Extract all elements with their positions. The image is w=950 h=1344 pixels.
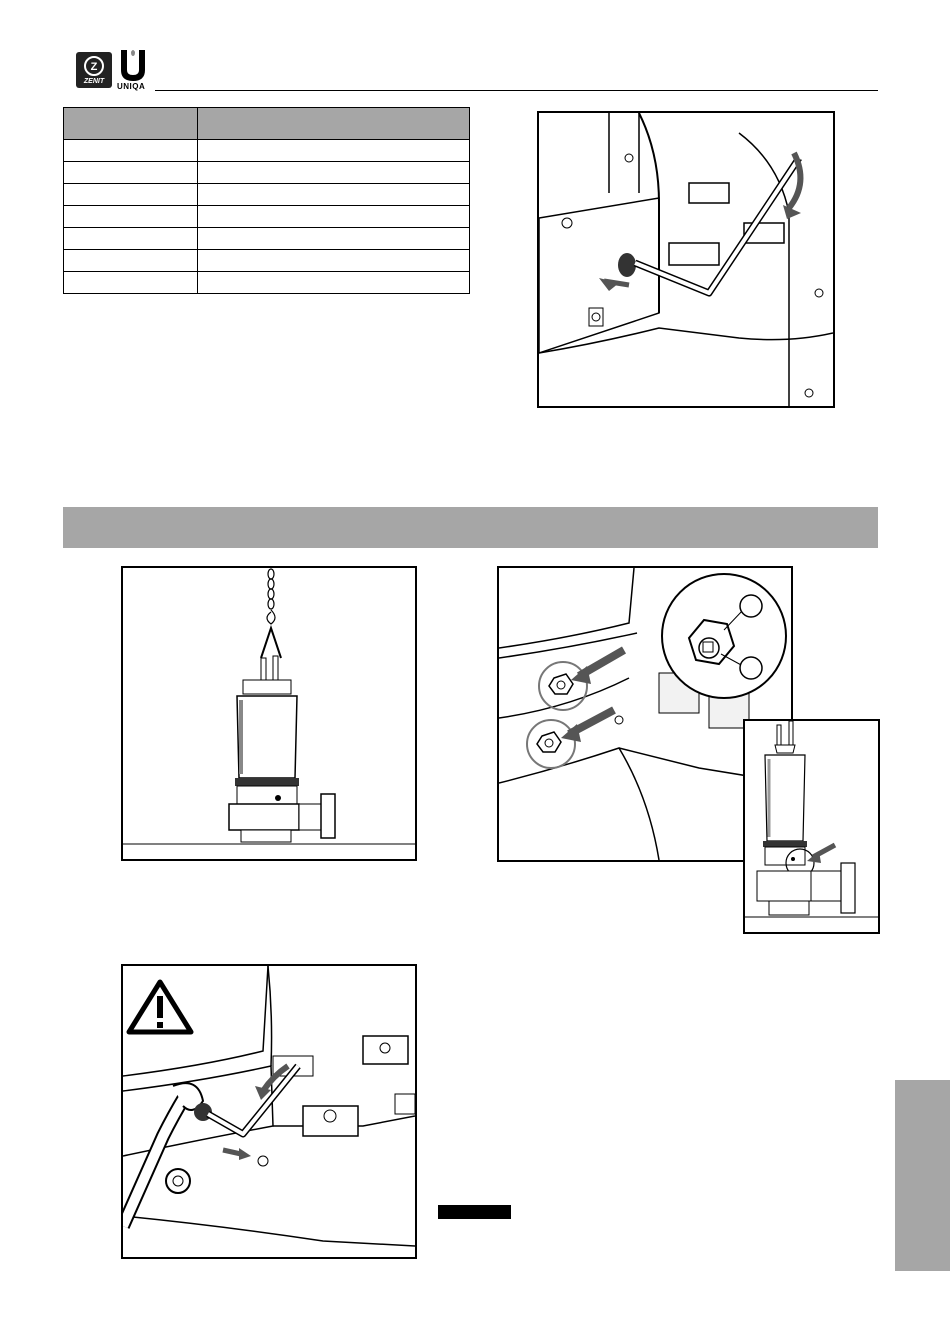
spec-table — [63, 107, 470, 294]
note-label-bar — [438, 1205, 511, 1219]
figure-allen-key-plug — [537, 111, 835, 408]
table-cell — [64, 228, 198, 250]
chain-hoist-icon — [123, 568, 415, 859]
table-row — [64, 162, 470, 184]
table-cell — [64, 250, 198, 272]
spec-table-header — [64, 108, 470, 140]
table-cell — [64, 206, 198, 228]
table-row — [64, 272, 470, 294]
table-cell — [198, 206, 470, 228]
table-row — [64, 206, 470, 228]
pump-icon — [745, 721, 878, 932]
table-row — [64, 184, 470, 206]
side-tab — [895, 1080, 950, 1271]
table-cell — [198, 250, 470, 272]
table-cell — [198, 228, 470, 250]
table-cell — [64, 272, 198, 294]
table-cell — [64, 184, 198, 206]
table-row — [64, 140, 470, 162]
spec-header-cell — [198, 108, 470, 140]
figure-hoisted-pump — [121, 566, 417, 861]
allen-key-icon — [539, 113, 833, 406]
table-cell — [198, 272, 470, 294]
table-cell — [64, 162, 198, 184]
zenit-logo — [76, 52, 112, 88]
figure-warning-wrench — [121, 964, 417, 1259]
table-cell — [198, 140, 470, 162]
table-cell — [64, 140, 198, 162]
svg-text:Z: Z — [90, 61, 98, 73]
table-row — [64, 250, 470, 272]
figure-pump-thumbnail — [743, 719, 880, 934]
table-cell — [198, 184, 470, 206]
header-rule — [155, 90, 878, 91]
spec-header-cell — [64, 108, 198, 140]
table-row — [64, 228, 470, 250]
warning-triangle-icon — [129, 982, 191, 1032]
section-bar — [63, 507, 878, 548]
table-cell — [198, 162, 470, 184]
zenit-logo-text: ZENIT — [83, 78, 105, 85]
uniqa-logo-text: UNIQA — [117, 82, 146, 91]
